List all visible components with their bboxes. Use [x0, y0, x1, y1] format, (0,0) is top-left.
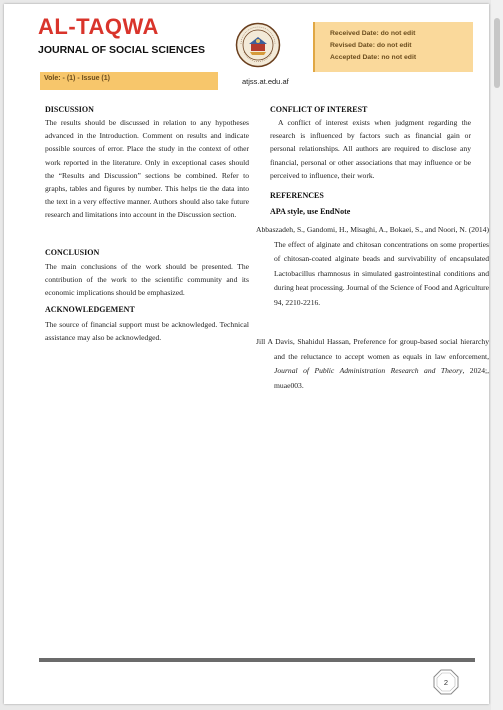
acknowledgement-heading: ACKNOWLEDGEMENT	[45, 305, 135, 314]
conclusion-text: The main conclusions of the work should be presented. The contribution of the work to the scientific community and its economic implications should be emphasized.	[45, 262, 249, 298]
site-url: atjss.at.edu.af	[242, 77, 289, 86]
volume-issue-text: Vole: - (1) - Issue (1)	[44, 75, 110, 82]
conclusion-heading: CONCLUSION	[45, 248, 100, 257]
journal-subtitle: JOURNAL OF SOCIAL SCIENCES	[38, 44, 206, 56]
discussion-heading: DISCUSSION	[45, 105, 94, 114]
journal-title: AL-TAQWA	[38, 14, 159, 39]
reference-item: Abbaszadeh, S., Gandomi, H., Misaghi, A., Bokaei, S., and Noori, N. (2014) The effect of alginate and chitosan concentrations on some properties of chitosan-coated alginate beads and survivability of encapsulated Lactobacillus rhamnosus in simulated gastrointestinal conditions and during heat processing. Journal of the Science of Food and Agriculture 94, 2210-2216.	[256, 225, 489, 307]
reference-journal: Journal of Public Administration Research and Theory	[274, 366, 463, 375]
scrollbar-thumb[interactable]	[494, 18, 500, 88]
page-number: 2	[443, 677, 449, 687]
revised-date: Revised Date: do not edit	[330, 42, 412, 49]
reference-tail: , 2024;, muae003.	[274, 366, 489, 390]
accepted-date: Accepted Date: no not edit	[330, 54, 417, 61]
references-heading: REFERENCES	[270, 191, 324, 200]
scrollbar-track[interactable]	[491, 0, 503, 710]
discussion-text: The results should be discussed in relation to any hypotheses advanced in the Introduction. Comment on results and indicate possible sources of error. Place the study in the context of other work reported in the literature. Only in exceptional cases should the “Results and Discussion” sections be combined. Refer to graphs, tables and figures by number. This helps tie the data into the text in a very effective manner. Authors should also take future research and limitations into account in the Discussion section.	[45, 118, 249, 220]
acknowledgement-text: The source of financial support must be acknowledged. Technical assistance may also be acknowledged.	[45, 320, 249, 343]
footer-band	[39, 658, 475, 662]
university-seal-icon	[235, 22, 281, 68]
received-date: Received Date: do not edit	[330, 30, 416, 37]
reference-item	[256, 335, 489, 393]
references-style: APA style, use EndNote	[270, 207, 351, 216]
reference-authors: Jill A Davis, Shahidul Hassan, Preference for group-based social hierarchy and the reluctance to accept women as equals in law enforcement,	[256, 337, 489, 361]
conflict-heading: CONFLICT OF INTEREST	[270, 105, 368, 114]
conflict-text: A conflict of interest exists when judgment regarding the research is influenced by factors such as financial gain or personal relationships. All authors are required to disclose any financial, personal or other associations that may influence or be perceived to influence, their work.	[270, 118, 471, 180]
document-page	[4, 4, 489, 704]
